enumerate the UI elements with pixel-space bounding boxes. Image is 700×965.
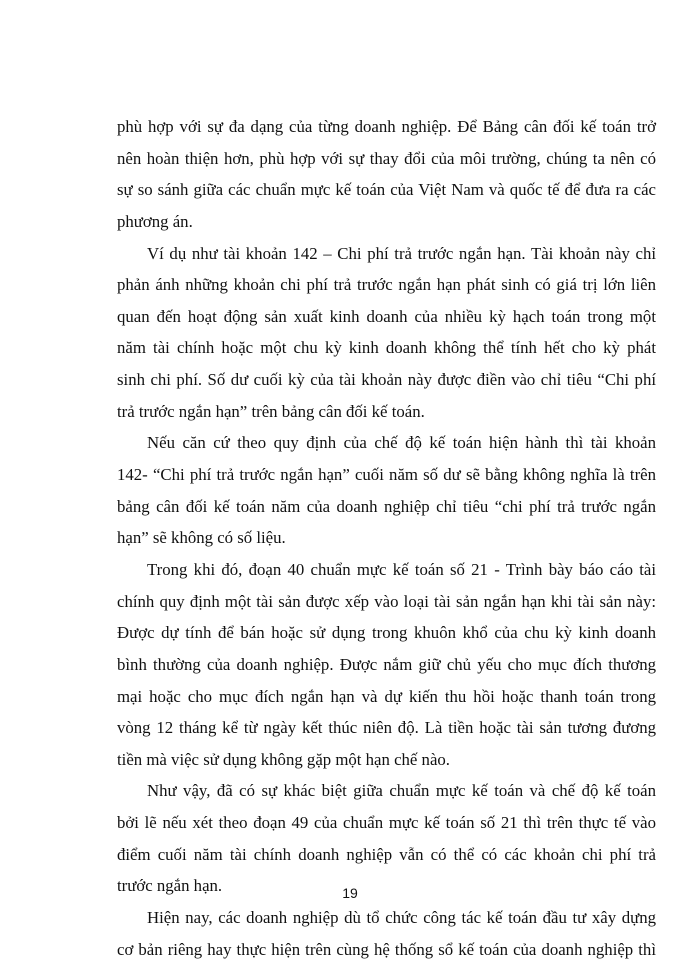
- text-line: Ví dụ như tài khoản 142 – Chi phí trả trước ngắn hạn. Tài khoản này chỉ: [147, 243, 656, 263]
- paragraph: [117, 554, 656, 775]
- paragraph: [117, 775, 656, 902]
- text-line: Nếu căn cứ theo quy định của chế độ kế toán hiện hành thì tài khoản: [147, 433, 656, 453]
- text-line: sinh chi phí. Số dư cuối kỳ của tài khoản này được điền vào chỉ tiêu “Chi phí: [117, 370, 656, 390]
- text-line: tiền mà việc sử dụng không gặp một hạn chế nào.: [117, 749, 450, 769]
- text-line: điểm cuối năm tài chính doanh nghiệp vẫn có thể có các khoản chi phí trả: [117, 844, 656, 864]
- text-line: nên hoàn thiện hơn, phù hợp với sự thay đổi của môi trường, chúng ta nên có: [117, 148, 656, 168]
- text-line: vòng 12 tháng kể từ ngày kết thúc niên độ. Là tiền hoặc tài sản tương đương: [117, 718, 656, 738]
- text-line: 142- “Chi phí trả trước ngắn hạn” cuối năm số dư sẽ bằng không nghĩa là trên: [117, 465, 656, 485]
- text-line: trước ngắn hạn.: [117, 876, 223, 896]
- text-line: trả trước ngắn hạn” trên bảng cân đối kế toán.: [117, 401, 425, 421]
- text-line: Trong khi đó, đoạn 40 chuẩn mực kế toán số 21 - Trình bày báo cáo tài: [147, 559, 656, 579]
- text-line: quan đến hoạt động sản xuất kinh doanh của nhiều kỳ hạch toán trong một: [117, 306, 656, 326]
- text-line: bình thường của doanh nghiệp. Được nắm giữ chủ yếu cho mục đích thương: [117, 654, 656, 674]
- text-line: mại hoặc cho mục đích ngắn hạn và dự kiến thu hồi hoặc thanh toán trong: [117, 686, 656, 706]
- paragraph: [117, 238, 656, 428]
- text-line: bảng cân đối kế toán năm của doanh nghiệp chỉ tiêu “chi phí trả trước ngắn: [117, 496, 656, 516]
- text-line: Được dự tính để bán hoặc sử dụng trong khuôn khổ của chu kỳ kinh doanh: [117, 623, 656, 643]
- text-line: bởi lẽ nếu xét theo đoạn 49 của chuẩn mực kế toán số 21 thì trên thực tế vào: [117, 813, 656, 833]
- paragraph: [117, 902, 656, 965]
- text-line: Như vậy, đã có sự khác biệt giữa chuẩn mực kế toán và chế độ kế toán: [147, 781, 656, 801]
- paragraph: [117, 111, 656, 238]
- text-line: phù hợp với sự đa dạng của từng doanh nghiệp. Để Bảng cân đối kế toán trở: [117, 117, 656, 136]
- text-line: cơ bản riêng hay thực hiện trên cùng hệ thống sổ kế toán của doanh nghiệp thì: [117, 939, 656, 959]
- text-line: phương án.: [117, 211, 193, 231]
- text-line: phản ánh những khoản chi phí trả trước ngắn hạn phát sinh có giá trị lớn liên: [117, 275, 656, 295]
- text-line: hạn” sẽ không có số liệu.: [117, 528, 286, 548]
- paragraph: [117, 427, 656, 554]
- text-line: sự so sánh giữa các chuẩn mực kế toán của Việt Nam và quốc tế để đưa ra các: [117, 180, 656, 200]
- text-line: năm tài chính hoặc một chu kỳ kinh doanh không thể tính hết cho kỳ phát: [117, 338, 656, 358]
- document-body: [117, 111, 656, 965]
- page-number: 19: [342, 885, 358, 901]
- text-line: chính quy định một tài sản được xếp vào loại tài sản ngắn hạn khi tài sản này:: [117, 591, 656, 611]
- text-line: Hiện nay, các doanh nghiệp dù tổ chức công tác kế toán đầu tư xây dựng: [147, 908, 656, 928]
